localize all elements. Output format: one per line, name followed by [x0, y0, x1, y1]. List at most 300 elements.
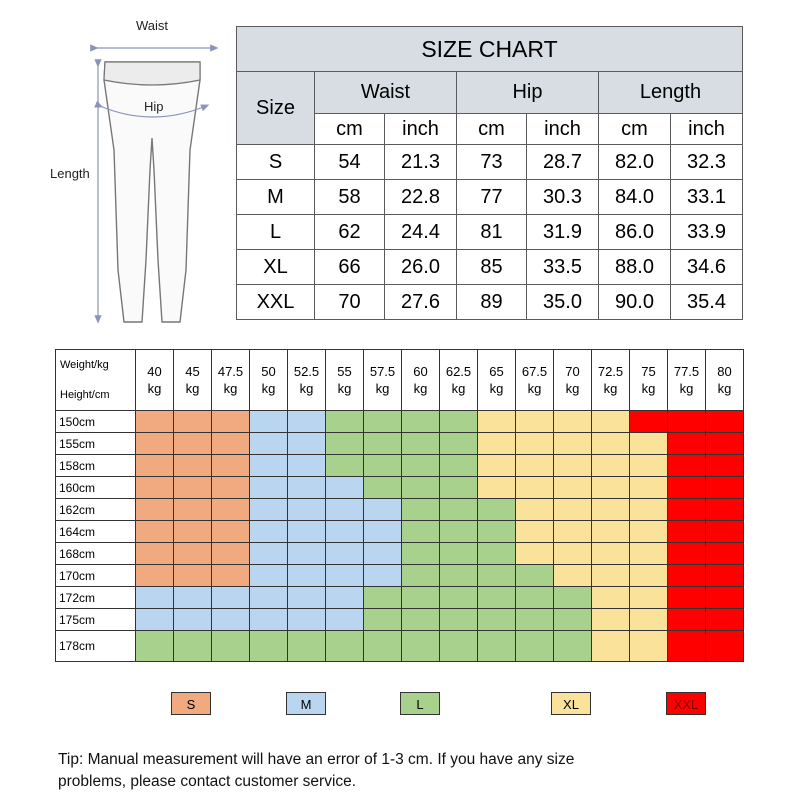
size-cell-m: [288, 609, 326, 631]
unit-header: inch: [671, 114, 743, 145]
size-cell-xl: [592, 587, 630, 609]
size-cell-m: [288, 543, 326, 565]
size-cell-s: [212, 565, 250, 587]
size-cell-s: [136, 433, 174, 455]
size-cell-s: [212, 477, 250, 499]
weight-unit: kg: [413, 381, 428, 396]
size-cell-xl: [630, 565, 668, 587]
height-row: [56, 631, 744, 662]
size-cell-xl: [592, 477, 630, 499]
measurement-cell: 32.3: [671, 145, 743, 180]
size-cell-l: [364, 433, 402, 455]
size-cell-m: [250, 433, 288, 455]
size-cell-s: [212, 433, 250, 455]
size-cell-s: [174, 521, 212, 543]
weight-value: 45: [185, 364, 200, 379]
measurement-cell: 66: [315, 250, 385, 285]
size-cell-xxl: [706, 521, 744, 543]
size-cell-l: [326, 433, 364, 455]
size-cell-m: [364, 521, 402, 543]
size-cell-l: [440, 477, 478, 499]
size-cell-l: [440, 565, 478, 587]
size-cell-m: [288, 499, 326, 521]
size-cell-m: [288, 433, 326, 455]
size-cell-s: [174, 565, 212, 587]
unit-header: inch: [527, 114, 599, 145]
size-cell-s: [212, 521, 250, 543]
weight-column-header: [478, 350, 516, 411]
weight-column-header: [592, 350, 630, 411]
size-cell-xxl: [668, 477, 706, 499]
weight-column-header: [668, 350, 706, 411]
weight-column-header: [516, 350, 554, 411]
weight-column-header: [212, 350, 250, 411]
size-cell-xl: [516, 477, 554, 499]
size-cell-l: [554, 587, 592, 609]
size-cell: XXL: [237, 285, 315, 320]
size-cell-xxl: [706, 587, 744, 609]
size-cell-xl: [554, 499, 592, 521]
size-cell-l: [364, 477, 402, 499]
size-cell-l: [440, 499, 478, 521]
size-cell-s: [174, 455, 212, 477]
size-cell-xl: [516, 455, 554, 477]
size-cell-m: [364, 499, 402, 521]
measurement-cell: 89: [457, 285, 527, 320]
unit-header: inch: [385, 114, 457, 145]
measurement-cell: 35.4: [671, 285, 743, 320]
size-cell-s: [212, 411, 250, 433]
measurement-cell: 70: [315, 285, 385, 320]
height-label: 168cm: [56, 543, 136, 565]
weight-value: 50: [261, 364, 276, 379]
size-cell-l: [440, 411, 478, 433]
size-cell-xl: [478, 477, 516, 499]
weight-unit: kg: [375, 381, 390, 396]
weight-value: 57.5: [369, 364, 396, 379]
size-cell-l: [364, 609, 402, 631]
size-cell-l: [402, 433, 440, 455]
size-cell-m: [212, 609, 250, 631]
size-cell: S: [237, 145, 315, 180]
size-cell-l: [478, 543, 516, 565]
size-cell-xl: [516, 499, 554, 521]
size-cell-l: [478, 609, 516, 631]
height-label: 164cm: [56, 521, 136, 543]
measurement-cell: 82.0: [599, 145, 671, 180]
size-cell-m: [326, 477, 364, 499]
weight-column-header: [250, 350, 288, 411]
size-cell-s: [174, 543, 212, 565]
measurement-cell: 33.1: [671, 180, 743, 215]
measurement-cell: 73: [457, 145, 527, 180]
size-cell-s: [174, 433, 212, 455]
size-cell-l: [478, 587, 516, 609]
weight-value: 77.5: [673, 364, 700, 379]
height-label: 150cm: [56, 411, 136, 433]
size-cell-xxl: [706, 543, 744, 565]
size-cell-xl: [592, 455, 630, 477]
size-cell-l: [554, 609, 592, 631]
weight-value: 62.5: [445, 364, 472, 379]
size-cell-xl: [592, 411, 630, 433]
size-cell-l: [402, 455, 440, 477]
size-cell-m: [364, 565, 402, 587]
weight-column-header: [326, 350, 364, 411]
size-cell-m: [326, 609, 364, 631]
weight-unit: kg: [603, 381, 618, 396]
size-cell-xl: [554, 433, 592, 455]
size-cell-xxl: [706, 499, 744, 521]
size-row: [237, 180, 743, 215]
size-cell-m: [288, 477, 326, 499]
size-cell-m: [250, 609, 288, 631]
size-cell-m: [326, 565, 364, 587]
weight-unit: kg: [489, 381, 504, 396]
size-cell-xxl: [706, 565, 744, 587]
measurement-cell: 85: [457, 250, 527, 285]
size-row: [237, 215, 743, 250]
legend-l: L: [400, 692, 440, 715]
weight-value: 65: [489, 364, 504, 379]
size-cell-l: [174, 631, 212, 662]
weight-value: 67.5: [521, 364, 548, 379]
size-cell-s: [212, 543, 250, 565]
size-cell-l: [478, 631, 516, 662]
legend-s: S: [171, 692, 211, 715]
height-label: 172cm: [56, 587, 136, 609]
measurement-cell: 34.6: [671, 250, 743, 285]
size-cell-m: [212, 587, 250, 609]
size-cell-xxl: [706, 631, 744, 662]
size-cell-l: [402, 631, 440, 662]
height-label: 170cm: [56, 565, 136, 587]
height-label: 158cm: [56, 455, 136, 477]
weight-value: 75: [641, 364, 656, 379]
size-cell-m: [250, 587, 288, 609]
size-cell-xxl: [706, 411, 744, 433]
size-cell-m: [250, 411, 288, 433]
size-cell-m: [174, 609, 212, 631]
weight-unit: kg: [641, 381, 656, 396]
size-cell-l: [440, 455, 478, 477]
measurement-cell: 30.3: [527, 180, 599, 215]
size-cell-m: [288, 587, 326, 609]
size-cell-s: [136, 455, 174, 477]
height-row: [56, 499, 744, 521]
size-cell-m: [250, 477, 288, 499]
measurement-cell: 33.9: [671, 215, 743, 250]
size-cell-xl: [630, 433, 668, 455]
weight-unit: kg: [337, 381, 352, 396]
size-cell-xl: [478, 455, 516, 477]
measurement-cell: 77: [457, 180, 527, 215]
size-column-header: Size: [237, 72, 315, 145]
weight-value: 72.5: [597, 364, 624, 379]
weight-value: 52.5: [293, 364, 320, 379]
size-cell-xl: [478, 411, 516, 433]
size-cell-l: [250, 631, 288, 662]
size-cell-s: [136, 477, 174, 499]
size-cell-m: [250, 499, 288, 521]
size-cell-xl: [554, 477, 592, 499]
weight-unit: kg: [299, 381, 314, 396]
size-cell-xl: [592, 543, 630, 565]
size-cell-m: [136, 587, 174, 609]
size-cell-l: [212, 631, 250, 662]
size-cell-xl: [554, 521, 592, 543]
height-row: [56, 609, 744, 631]
weight-column-header: [288, 350, 326, 411]
size-cell-l: [326, 411, 364, 433]
size-cell-xxl: [706, 433, 744, 455]
size-cell-s: [212, 499, 250, 521]
size-cell: M: [237, 180, 315, 215]
legend-xxl: XXL: [666, 692, 706, 715]
size-cell-xl: [630, 499, 668, 521]
weight-unit: kg: [147, 381, 162, 396]
hip-group-header: Hip: [457, 72, 599, 114]
size-row: [237, 285, 743, 320]
unit-header: cm: [315, 114, 385, 145]
size-cell-xl: [516, 521, 554, 543]
measurement-tip: [58, 749, 758, 793]
size-cell-xl: [630, 587, 668, 609]
size-cell-xl: [554, 543, 592, 565]
size-cell: XL: [237, 250, 315, 285]
size-cell-xl: [630, 521, 668, 543]
size-cell-xxl: [668, 631, 706, 662]
size-cell-m: [326, 499, 364, 521]
measurement-cell: 27.6: [385, 285, 457, 320]
size-cell-l: [364, 411, 402, 433]
length-label: Length: [50, 166, 90, 181]
size-cell-l: [402, 477, 440, 499]
size-cell-l: [440, 521, 478, 543]
weight-unit: kg: [717, 381, 732, 396]
measurement-cell: 22.8: [385, 180, 457, 215]
size-cell-xl: [630, 477, 668, 499]
height-label: 178cm: [56, 631, 136, 662]
size-cell-xxl: [668, 455, 706, 477]
size-cell-s: [212, 455, 250, 477]
size-cell-l: [440, 631, 478, 662]
size-row: [237, 145, 743, 180]
size-cell-m: [288, 521, 326, 543]
size-cell-m: [250, 455, 288, 477]
size-cell-l: [516, 609, 554, 631]
size-cell-xl: [554, 411, 592, 433]
size-cell-l: [516, 631, 554, 662]
measurement-cell: 88.0: [599, 250, 671, 285]
height-row: [56, 565, 744, 587]
weight-column-header: [174, 350, 212, 411]
height-row: [56, 411, 744, 433]
size-cell-l: [516, 565, 554, 587]
size-cell-xxl: [668, 433, 706, 455]
weight-unit: kg: [223, 381, 238, 396]
size-cell-xl: [592, 521, 630, 543]
size-cell-l: [478, 499, 516, 521]
size-cell-l: [440, 587, 478, 609]
measurement-cell: 28.7: [527, 145, 599, 180]
size-row: [237, 250, 743, 285]
measurement-cell: 26.0: [385, 250, 457, 285]
measurement-cell: 86.0: [599, 215, 671, 250]
size-cell-xl: [478, 433, 516, 455]
size-cell-m: [174, 587, 212, 609]
size-cell-xl: [516, 543, 554, 565]
size-cell-l: [478, 565, 516, 587]
weight-unit: kg: [451, 381, 466, 396]
size-cell-l: [402, 609, 440, 631]
size-cell-l: [478, 521, 516, 543]
size-cell-xl: [592, 609, 630, 631]
tip-line: problems, please contact customer service.: [58, 773, 357, 790]
size-cell-xxl: [630, 411, 668, 433]
size-cell-s: [174, 411, 212, 433]
size-cell-xl: [516, 433, 554, 455]
size-cell-m: [250, 543, 288, 565]
weight-value: 47.5: [217, 364, 244, 379]
size-cell-s: [136, 521, 174, 543]
size-cell-l: [402, 587, 440, 609]
size-cell-l: [440, 433, 478, 455]
grid-corner-header: [56, 350, 136, 411]
size-cell-xxl: [668, 565, 706, 587]
size-cell-m: [326, 521, 364, 543]
size-cell-m: [288, 411, 326, 433]
measurement-cell: 31.9: [527, 215, 599, 250]
size-cell-l: [516, 587, 554, 609]
measurement-cell: 33.5: [527, 250, 599, 285]
size-cell-xl: [630, 543, 668, 565]
height-row: [56, 433, 744, 455]
weight-unit: kg: [679, 381, 694, 396]
size-cell-s: [136, 565, 174, 587]
size-cell-m: [364, 543, 402, 565]
weight-unit: kg: [261, 381, 276, 396]
measurement-cell: 58: [315, 180, 385, 215]
size-cell-xl: [554, 455, 592, 477]
size-cell-s: [174, 477, 212, 499]
weight-column-header: [364, 350, 402, 411]
size-cell-l: [402, 565, 440, 587]
weight-value: 55: [337, 364, 352, 379]
measurement-cell: 35.0: [527, 285, 599, 320]
size-cell-l: [364, 587, 402, 609]
unit-header: cm: [599, 114, 671, 145]
size-cell-xxl: [706, 609, 744, 631]
size-cell-m: [250, 521, 288, 543]
weight-value: 80: [717, 364, 732, 379]
size-cell-s: [174, 499, 212, 521]
size-cell-m: [288, 565, 326, 587]
size-cell-l: [440, 543, 478, 565]
measurement-cell: 54: [315, 145, 385, 180]
weight-column-header: [440, 350, 478, 411]
size-cell: L: [237, 215, 315, 250]
size-cell-xxl: [668, 587, 706, 609]
measurement-cell: 62: [315, 215, 385, 250]
size-cell-xl: [592, 499, 630, 521]
size-chart-table: [236, 26, 743, 320]
size-cell-l: [402, 499, 440, 521]
height-row: [56, 587, 744, 609]
size-cell-m: [326, 587, 364, 609]
height-label: 160cm: [56, 477, 136, 499]
size-cell-s: [136, 543, 174, 565]
height-header: Height/cm: [60, 389, 110, 401]
size-cell-xl: [592, 565, 630, 587]
weight-value: 70: [565, 364, 580, 379]
size-cell-l: [136, 631, 174, 662]
size-cell-m: [136, 609, 174, 631]
length-group-header: Length: [599, 72, 743, 114]
size-cell-l: [440, 609, 478, 631]
waist-label: Waist: [136, 18, 169, 33]
measurement-cell: 84.0: [599, 180, 671, 215]
weight-unit: kg: [565, 381, 580, 396]
size-cell-xxl: [706, 477, 744, 499]
legend-xl: XL: [551, 692, 591, 715]
size-cell-l: [326, 631, 364, 662]
size-cell-l: [364, 455, 402, 477]
size-cell-l: [554, 631, 592, 662]
size-cell-m: [250, 565, 288, 587]
weight-column-header: [630, 350, 668, 411]
size-cell-l: [364, 631, 402, 662]
legend-m: M: [286, 692, 326, 715]
size-cell-s: [136, 499, 174, 521]
weight-value: 60: [413, 364, 428, 379]
size-cell-xxl: [668, 609, 706, 631]
size-cell-xxl: [668, 521, 706, 543]
size-cell-m: [326, 543, 364, 565]
size-cell-l: [288, 631, 326, 662]
size-cell-l: [326, 455, 364, 477]
size-chart-title: SIZE CHART: [237, 27, 743, 72]
waistband-shape: [104, 62, 200, 85]
size-cell-xxl: [668, 499, 706, 521]
size-cell-xl: [592, 631, 630, 662]
weight-height-grid: [55, 349, 744, 662]
size-cell-l: [402, 411, 440, 433]
weight-header: Weight/kg: [60, 359, 109, 371]
measurement-cell: 90.0: [599, 285, 671, 320]
weight-unit: kg: [185, 381, 200, 396]
weight-unit: kg: [527, 381, 542, 396]
weight-column-header: [554, 350, 592, 411]
measurement-cell: 21.3: [385, 145, 457, 180]
height-label: 162cm: [56, 499, 136, 521]
weight-column-header: [136, 350, 174, 411]
size-cell-l: [402, 543, 440, 565]
unit-header: cm: [457, 114, 527, 145]
size-cell-xl: [630, 631, 668, 662]
size-cell-xl: [630, 609, 668, 631]
height-row: [56, 477, 744, 499]
size-cell-xl: [592, 433, 630, 455]
weight-column-header: [706, 350, 744, 411]
waist-group-header: Waist: [315, 72, 457, 114]
size-cell-xxl: [668, 543, 706, 565]
height-label: 155cm: [56, 433, 136, 455]
hip-label: Hip: [144, 99, 164, 114]
size-cell-m: [288, 455, 326, 477]
height-row: [56, 521, 744, 543]
height-row: [56, 455, 744, 477]
